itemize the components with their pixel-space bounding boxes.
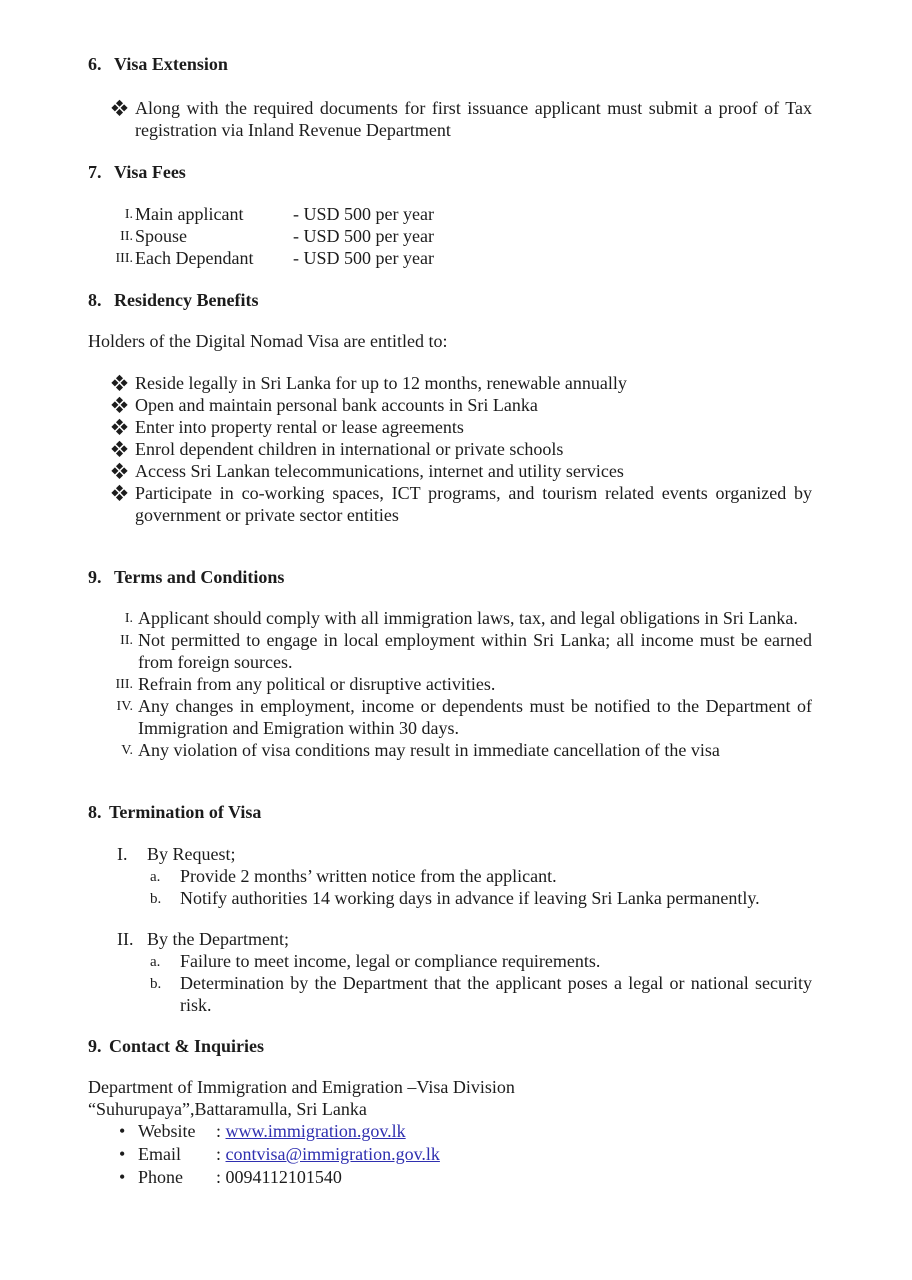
benefit-item (88, 460, 812, 482)
term-text: Refrain from any political or disruptive activities. (138, 674, 496, 694)
benefits-list (88, 372, 812, 526)
diamond-bullet-icon (112, 463, 128, 479)
sub-item (88, 865, 812, 887)
visa-extension-bullet (88, 97, 812, 141)
contact-row-website (88, 1120, 812, 1143)
list-marker: V. (121, 743, 133, 758)
group-title: By Request; (147, 844, 236, 864)
round-bullet-icon: • (119, 1144, 126, 1164)
address-line: “Suhurupaya”,Battaramulla, Sri Lanka (88, 1099, 367, 1119)
fee-value: - USD 500 per year (293, 204, 434, 224)
sub-text: Notify authorities 14 working days in advance if leaving Sri Lanka permanently. (180, 888, 760, 908)
benefit-text: Reside legally in Sri Lanka for up to 12 months, renewable annually (135, 373, 627, 393)
section-heading-termination (88, 801, 812, 823)
benefit-text: Enrol dependent children in international or private schools (135, 439, 564, 459)
diamond-bullet-icon (112, 441, 128, 457)
contact-list (88, 1120, 812, 1189)
sub-marker: b. (150, 975, 162, 992)
heading-title: Termination of Visa (109, 802, 262, 822)
sub-text: Determination by the Department that the applicant poses a legal or national security risk. (180, 973, 812, 1015)
benefit-item (88, 394, 812, 416)
round-bullet-icon: • (119, 1121, 126, 1141)
phone-value: 0094112101540 (225, 1167, 342, 1187)
group-title: By the Department; (147, 929, 289, 949)
list-marker: I. (124, 611, 133, 626)
section-heading-terms (88, 566, 812, 588)
sub-marker: a. (150, 953, 161, 970)
terms-list (88, 607, 812, 761)
fee-row (88, 203, 812, 225)
term-text: Not permitted to engage in local employment within Sri Lanka; all income must be earned from foreign sources. (138, 630, 812, 672)
heading-number: 6. (88, 54, 102, 74)
bullet-text: Along with the required documents for first issuance applicant must submit a proof of Tax registration via Inland Revenue Department (135, 98, 812, 140)
benefits-intro: Holders of the Digital Nomad Visa are entitled to: (88, 331, 448, 351)
sub-item (88, 950, 812, 972)
section-heading-contact (88, 1035, 812, 1057)
termination-group (88, 928, 812, 1016)
term-item (88, 695, 812, 739)
section-heading-visa-fees (88, 161, 812, 183)
section-heading-residency-benefits (88, 289, 812, 311)
fee-value: - USD 500 per year (293, 226, 434, 246)
heading-title: Terms and Conditions (114, 567, 285, 587)
heading-number: 9. (88, 1036, 102, 1056)
term-item (88, 739, 812, 761)
diamond-bullet-icon (112, 485, 128, 501)
fee-row (88, 225, 812, 247)
website-link[interactable]: www.immigration.gov.lk (225, 1121, 406, 1141)
heading-title: Visa Fees (114, 162, 186, 182)
fee-label: Each Dependant (135, 248, 254, 268)
contact-colon: : (216, 1144, 222, 1164)
diamond-bullet-icon (112, 419, 128, 435)
heading-number: 8. (88, 290, 102, 310)
contact-colon: : (216, 1167, 222, 1187)
group-marker: II. (117, 929, 134, 949)
sub-item (88, 887, 812, 909)
round-bullet-icon: • (119, 1167, 126, 1187)
contact-row-phone (88, 1166, 812, 1189)
heading-title: Residency Benefits (114, 290, 259, 310)
term-item (88, 629, 812, 673)
sub-marker: a. (150, 868, 161, 885)
section-heading-visa-extension (88, 53, 812, 75)
list-marker: I. (124, 207, 133, 222)
heading-number: 7. (88, 162, 102, 182)
benefit-item (88, 482, 812, 526)
contact-row-email (88, 1143, 812, 1166)
benefit-text: Open and maintain personal bank accounts in Sri Lanka (135, 395, 538, 415)
benefit-item (88, 438, 812, 460)
list-marker: III. (115, 677, 133, 692)
heading-number: 9. (88, 567, 102, 587)
fee-label: Main applicant (135, 204, 244, 224)
term-item (88, 673, 812, 695)
termination-group (88, 843, 812, 909)
heading-title: Visa Extension (114, 54, 228, 74)
term-item (88, 607, 812, 629)
address-line: Department of Immigration and Emigration –Visa Division (88, 1077, 515, 1097)
benefit-text: Access Sri Lankan telecommunications, internet and utility services (135, 461, 624, 481)
sub-marker: b. (150, 890, 162, 907)
fee-row (88, 247, 812, 269)
email-link[interactable]: contvisa@immigration.gov.lk (225, 1144, 440, 1164)
diamond-bullet-icon (112, 375, 128, 391)
contact-label: Phone (138, 1167, 183, 1187)
visa-fees-list (88, 203, 812, 269)
group-marker: I. (117, 844, 128, 864)
term-text: Any violation of visa conditions may result in immediate cancellation of the visa (138, 740, 720, 760)
heading-title: Contact & Inquiries (109, 1036, 265, 1056)
contact-address (88, 1076, 812, 1120)
list-marker: II. (120, 229, 133, 244)
term-text: Any changes in employment, income or dependents must be notified to the Department of Immigration and Emigration within 30 days. (138, 696, 812, 738)
diamond-bullet-icon (112, 397, 128, 413)
group-title-row (88, 928, 812, 950)
group-title-row (88, 843, 812, 865)
fee-label: Spouse (135, 226, 188, 246)
benefit-item (88, 372, 812, 394)
sub-text: Failure to meet income, legal or compliance requirements. (180, 951, 601, 971)
fee-value: - USD 500 per year (293, 248, 434, 268)
contact-label: Email (138, 1144, 181, 1164)
contact-label: Website (138, 1121, 196, 1141)
sub-item (88, 972, 812, 1016)
list-marker: IV. (116, 699, 133, 714)
benefit-text: Participate in co-working spaces, ICT programs, and tourism related events organized by government or private sector entities (135, 483, 812, 525)
benefit-item (88, 416, 812, 438)
heading-number: 8. (88, 802, 102, 822)
list-marker: III. (115, 251, 133, 266)
diamond-bullet-icon (112, 100, 128, 116)
term-text: Applicant should comply with all immigration laws, tax, and legal obligations in Sri Lanka. (138, 608, 798, 628)
benefit-text: Enter into property rental or lease agreements (135, 417, 464, 437)
sub-text: Provide 2 months’ written notice from the applicant. (180, 866, 557, 886)
list-marker: II. (120, 633, 133, 648)
contact-colon: : (216, 1121, 222, 1141)
